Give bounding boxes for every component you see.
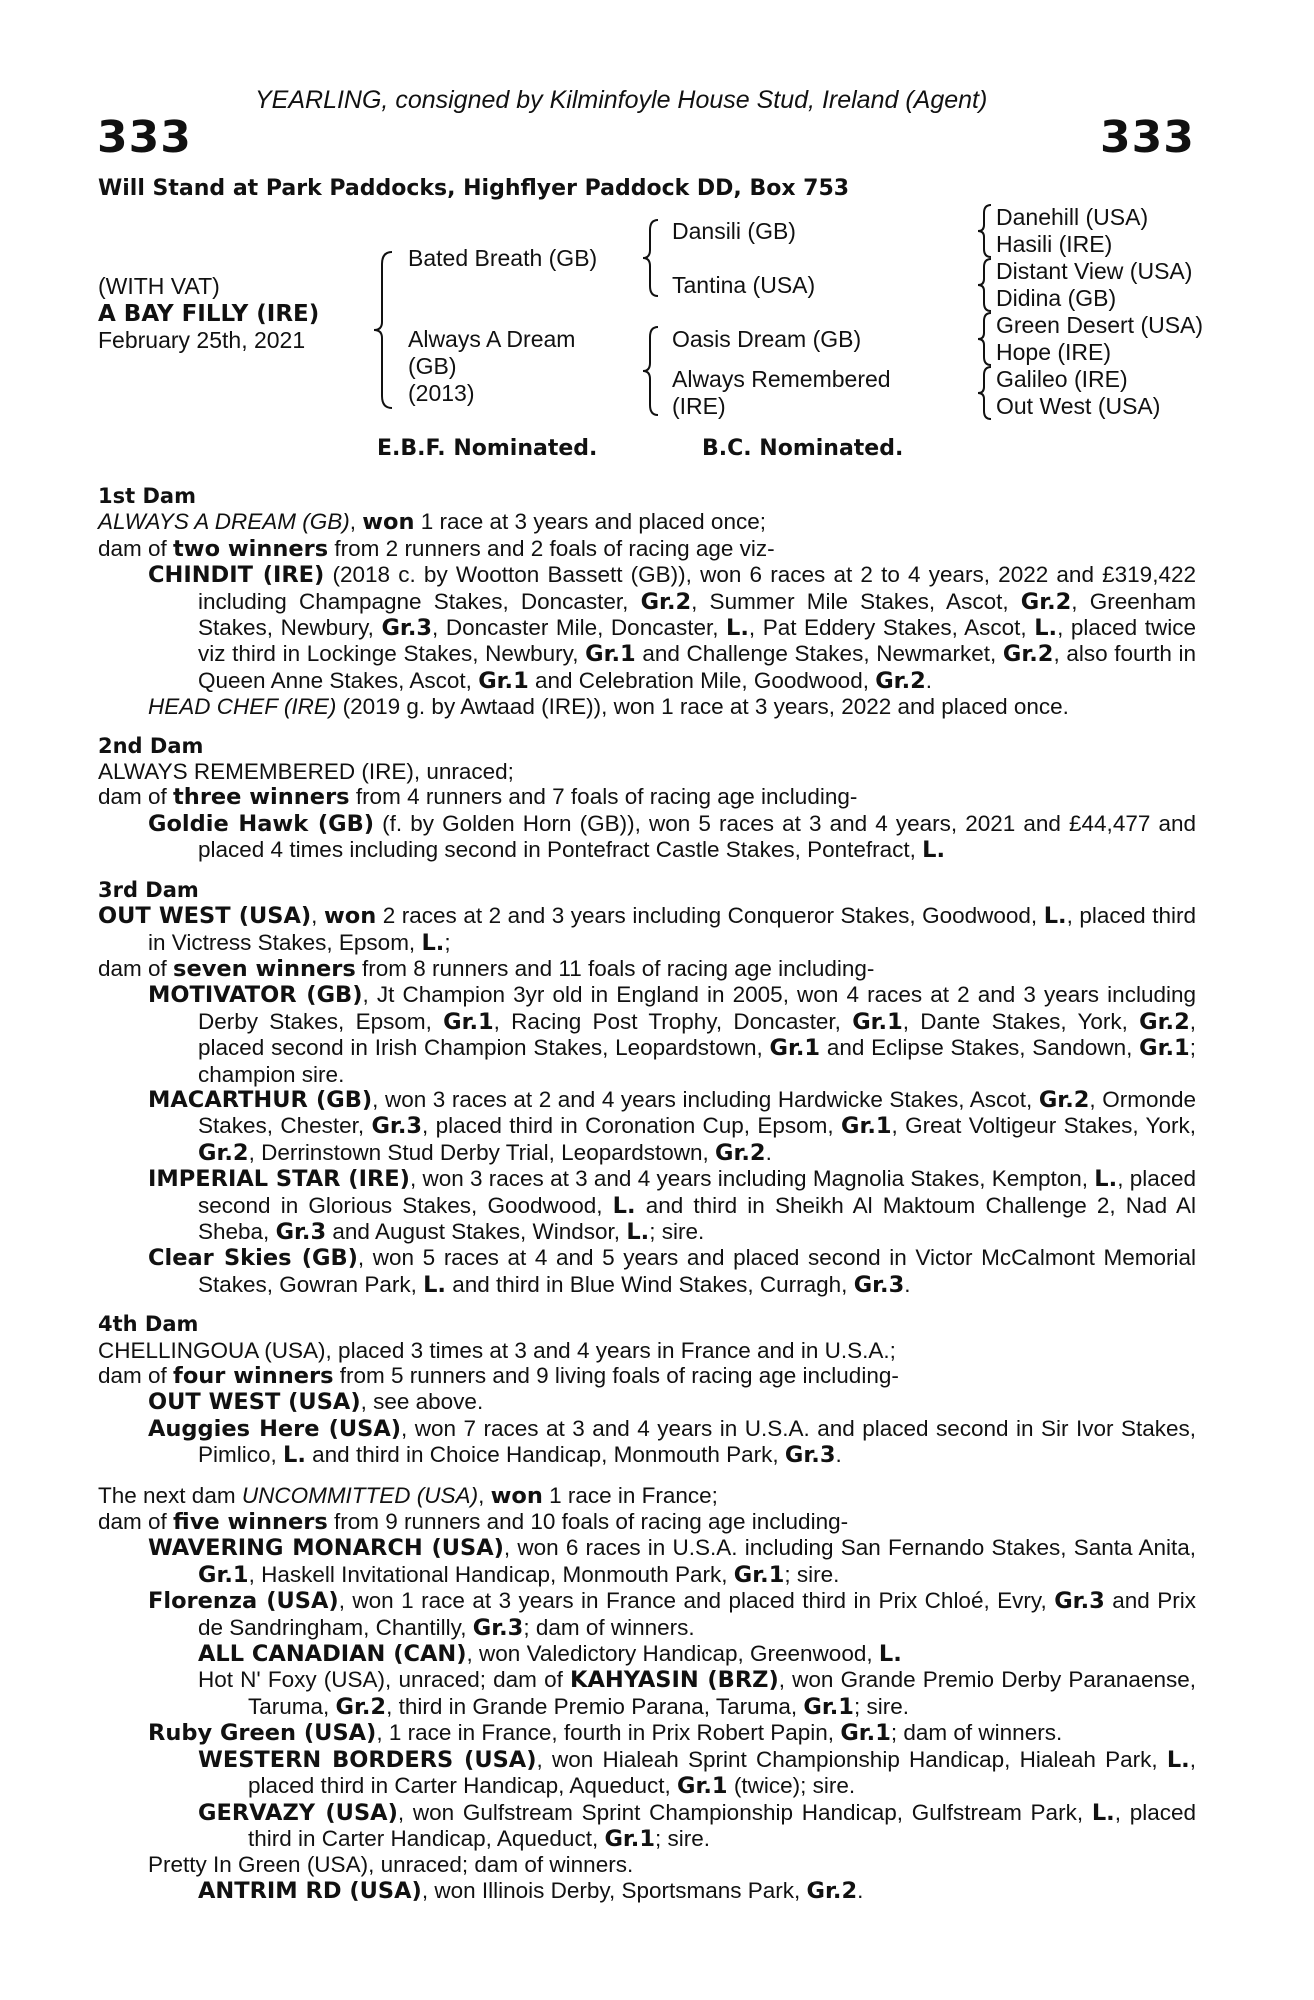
western-borders-entry: WESTERN BORDERS (USA), won Hialeah Sprint Championship Handicap, Hialeah Park, L., placed third in Carter Handicap, Aqueduct, Gr.1 (twice); sire.: [198, 1746, 1196, 1800]
grandsire-4: Galileo (IRE): [996, 366, 1128, 392]
motivator-entry: MOTIVATOR (GB), Jt Champion 3yr old in England in 2005, won 4 races at 2 and 3 years including Derby Stakes, Epsom, Gr.1, Racing Post Trophy, Doncaster, Gr.1, Dante Stakes, York, Gr.2, placed second in Irish Champion Stakes, Leopardstown, Gr.1 and Eclipse Stakes, Sandown, Gr.1; champion sire.: [148, 982, 1196, 1087]
g-brace-1: [975, 203, 995, 259]
second-dam-produce: dam of three winners from 4 runners and 7 foals of racing age including-: [98, 784, 858, 811]
first-dam-heading: 1st Dam: [98, 484, 196, 508]
granddam-1: Hasili (IRE): [996, 231, 1113, 257]
auggies-here-entry: Auggies Here (USA), won 7 races at 3 and 4 years in U.S.A. and placed second in Sir Ivor Stakes, Pimlico, L. and third in Choice Handicap, Monmouth Park, Gr.3.: [148, 1415, 1196, 1469]
foaling-date: February 25th, 2021: [98, 327, 306, 353]
g-brace-4: [975, 365, 995, 421]
wavering-monarch-entry: WAVERING MONARCH (USA), won 6 races in U.S.A. including San Fernando Stakes, Santa Anita, Gr.1, Haskell Invitational Handicap, Monmouth Park, Gr.1; sire.: [148, 1535, 1196, 1588]
hot-n-foxy-entry: Hot N' Foxy (USA), unraced; dam of KAHYASIN (BRZ), won Grande Premio Derby Paranaense, Taruma, Gr.2, third in Grande Premio Parana, Taruma, Gr.1; sire.: [198, 1667, 1196, 1720]
stand-location: Will Stand at Park Paddocks, Highflyer Paddock DD, Box 753: [98, 176, 850, 201]
dam-brace: [640, 325, 662, 417]
next-dam-line: The next dam UNCOMMITTED (USA), won 1 race in France;: [98, 1482, 718, 1509]
second-dam-heading: 2nd Dam: [98, 733, 204, 758]
chindit-entry: CHINDIT (IRE) (2018 c. by Wootton Bassett (GB)), won 6 races at 2 to 4 years, 2022 and £319,422 including Champagne Stakes, Doncaster, Gr.2, Summer Mile Stakes, Ascot, Gr.2, Greenham Stakes, Newbury, Gr.3, Doncaster Mile, Doncaster, L., Pat Eddery Stakes, Ascot, L., placed twice viz third in Lockinge Stakes, Newbury, Gr.1 and Challenge Stakes, Newmarket, Gr.2, also fourth in Queen Anne Stakes, Ascot, Gr.1 and Celebration Mile, Goodwood, Gr.2.: [148, 562, 1196, 694]
second-dam-line: ALWAYS REMEMBERED (IRE), unraced;: [98, 759, 514, 785]
dam-dam-line2: (IRE): [672, 393, 726, 419]
ruby-green-entry: Ruby Green (USA), 1 race in France, fourth in Prix Robert Papin, Gr.1; dam of winners.: [148, 1720, 1063, 1747]
lot-number-right: 333: [1100, 112, 1195, 163]
vat-note: (WITH VAT): [98, 273, 220, 299]
goldie-hawk-entry: Goldie Hawk (GB) (f. by Golden Horn (GB)), won 5 races at 3 and 4 years, 2021 and £44,477 and placed 4 times including second in Pontefract Castle Stakes, Pontefract, L.: [148, 810, 1196, 864]
dam-sire: Oasis Dream (GB): [672, 326, 862, 352]
consignment-line: YEARLING, consigned by Kilminfoyle House Stud, Ireland (Agent): [255, 86, 988, 114]
granddam-4: Out West (USA): [996, 393, 1161, 419]
next-dam-produce: dam of five winners from 9 runners and 10 foals of racing age including-: [98, 1509, 849, 1536]
catalogue-body: [98, 484, 1196, 1904]
florenza-entry: Florenza (USA), won 1 race at 3 years in France and placed third in Prix Chloé, Evry, Gr.3 and Prix de Sandringham, Chantilly, Gr.3; dam of winners.: [148, 1588, 1196, 1641]
gervazy-entry: GERVAZY (USA), won Gulfstream Sprint Championship Handicap, Gulfstream Park, L., placed third in Carter Handicap, Aqueduct, Gr.1; sire.: [198, 1799, 1196, 1852]
dam-name-line2: (GB): [408, 353, 457, 379]
sire-dam: Tantina (USA): [672, 272, 816, 298]
fourth-dam-heading: 4th Dam: [98, 1312, 199, 1337]
grandsire-3: Green Desert (USA): [996, 312, 1204, 338]
pretty-in-green-entry: Pretty In Green (USA), unraced; dam of winners.: [148, 1852, 634, 1878]
third-dam-produce: dam of seven winners from 8 runners and 11 foals of racing age including-: [98, 955, 875, 982]
g-brace-3: [975, 311, 995, 367]
antrim-rd-entry: ANTRIM RD (USA), won Illinois Derby, Sportsmans Park, Gr.2.: [198, 1877, 864, 1904]
granddam-2: Didina (GB): [996, 285, 1117, 311]
dam-name-line3: (2013): [408, 380, 475, 406]
sire-name: Bated Breath (GB): [408, 245, 598, 271]
bc-nominated: B.C. Nominated.: [702, 436, 904, 461]
first-dam-produce: dam of two winners from 2 runners and 2 foals of racing age viz-: [98, 535, 775, 562]
granddam-3: Hope (IRE): [996, 339, 1112, 365]
first-dam-line: ALWAYS A DREAM (GB), won 1 race at 3 years and placed once;: [98, 509, 766, 536]
horse-name: A BAY FILLY (IRE): [98, 301, 320, 327]
sire-sire: Dansili (GB): [672, 218, 796, 244]
pedigree-brace-main: [370, 250, 396, 410]
grandsire-2: Distant View (USA): [996, 258, 1193, 284]
clear-skies-entry: Clear Skies (GB), won 5 races at 4 and 5 years and placed second in Victor McCalmont Memorial Stakes, Gowran Park, L. and third in Blue Wind Stakes, Curragh, Gr.3.: [148, 1245, 1196, 1298]
all-canadian-entry: ALL CANADIAN (CAN), won Valedictory Handicap, Greenwood, L.: [198, 1641, 902, 1668]
dam-dam-line1: Always Remembered: [672, 366, 891, 392]
g-brace-2: [975, 257, 995, 313]
third-dam-heading: 3rd Dam: [98, 877, 199, 902]
lot-number-left: 333: [97, 112, 192, 163]
fourth-dam-produce: dam of four winners from 5 runners and 9 living foals of racing age including-: [98, 1363, 899, 1389]
fourth-dam-line: CHELLINGOUA (USA), placed 3 times at 3 and 4 years in France and in U.S.A.;: [98, 1337, 896, 1363]
third-dam-line: OUT WEST (USA), won 2 races at 2 and 3 years including Conqueror Stakes, Goodwood, L., placed third in Victress Stakes, Epsom, L.;: [98, 903, 1196, 956]
out-west-ref: OUT WEST (USA), see above.: [148, 1389, 484, 1416]
head-chef-entry: HEAD CHEF (IRE) (2019 g. by Awtaad (IRE)), won 1 race at 3 years, 2022 and placed once.: [148, 694, 1069, 720]
dam-name-line1: Always A Dream: [408, 326, 576, 352]
macarthur-entry: MACARTHUR (GB), won 3 races at 2 and 4 years including Hardwicke Stakes, Ascot, Gr.2, Ormonde Stakes, Chester, Gr.3, placed third in Coronation Cup, Epsom, Gr.1, Great Voltigeur Stakes, York, Gr.2, Derrinstown Stud Derby Trial, Leopardstown, Gr.2.: [148, 1086, 1196, 1166]
imperial-star-entry: IMPERIAL STAR (IRE), won 3 races at 3 and 4 years including Magnolia Stakes, Kempton, L., placed second in Glorious Stakes, Goodwood, L. and third in Sheikh Al Maktoum Challenge 2, Nad Al Sheba, Gr.3 and August Stakes, Windsor, L.; sire.: [148, 1166, 1197, 1245]
ebf-nominated: E.B.F. Nominated.: [377, 436, 598, 461]
sire-brace: [640, 218, 662, 298]
grandsire-1: Danehill (USA): [996, 204, 1149, 230]
